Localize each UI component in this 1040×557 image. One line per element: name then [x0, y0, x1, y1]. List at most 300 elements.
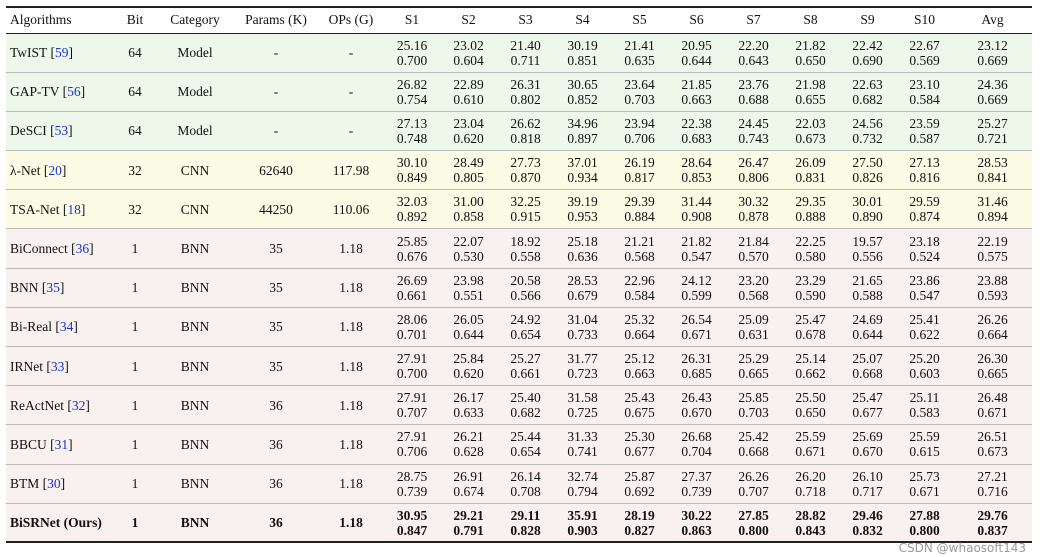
ssim-value: 0.723 — [567, 366, 598, 382]
algorithm-cell: TSA-Net [18] — [6, 190, 114, 229]
ssim-value: 0.704 — [681, 444, 712, 460]
psnr-value: 21.41 — [624, 37, 655, 53]
citation-link[interactable]: 53 — [54, 123, 69, 139]
psnr-value: 31.04 — [567, 311, 598, 327]
ssim-value: 0.870 — [510, 170, 541, 186]
psnr-value: 24.45 — [738, 115, 769, 131]
metric-cell — [725, 33, 782, 72]
results-table — [6, 6, 1032, 543]
ssim-value: 0.711 — [510, 52, 541, 68]
psnr-value: 27.50 — [852, 155, 883, 171]
psnr-value: 22.67 — [909, 37, 940, 53]
psnr-value: 25.11 — [909, 390, 940, 406]
ssim-value: 0.874 — [909, 209, 940, 225]
params-cell: 36 — [234, 386, 318, 425]
ssim-value: 0.863 — [681, 522, 712, 538]
ssim-value: 0.828 — [510, 522, 541, 538]
ssim-value: 0.669 — [977, 52, 1008, 68]
psnr-value: 28.75 — [396, 468, 428, 484]
metric-cell — [611, 307, 668, 346]
bit-cell: 1 — [114, 386, 156, 425]
ssim-value: 0.636 — [567, 248, 598, 264]
ssim-value: 0.661 — [510, 366, 541, 382]
ssim-value: 0.650 — [795, 405, 826, 421]
psnr-value: 23.94 — [624, 115, 655, 131]
psnr-value: 37.01 — [567, 155, 598, 171]
ssim-value: 0.644 — [852, 326, 883, 342]
algorithm-cell: TwIST [59] — [6, 33, 114, 72]
ssim-value: 0.530 — [453, 248, 484, 264]
psnr-value: 25.69 — [852, 429, 883, 445]
ssim-value: 0.741 — [567, 444, 598, 460]
psnr-value: 21.82 — [795, 37, 826, 53]
metric-cell — [839, 503, 896, 542]
metric-cell — [384, 386, 440, 425]
psnr-value: 28.82 — [795, 507, 826, 523]
psnr-value: 28.06 — [396, 311, 428, 327]
ssim-value: 0.794 — [567, 483, 598, 499]
psnr-value: 25.18 — [567, 233, 598, 249]
psnr-value: 20.95 — [681, 37, 712, 53]
table-body — [6, 33, 1032, 542]
metric-cell — [554, 464, 611, 503]
column-header: S9 — [839, 7, 896, 33]
psnr-value: 27.91 — [396, 390, 428, 406]
ssim-value: 0.816 — [909, 170, 940, 186]
metric-cell — [611, 33, 668, 72]
ssim-value: 0.668 — [852, 366, 883, 382]
psnr-value: 28.53 — [567, 272, 598, 288]
psnr-value: 30.65 — [567, 76, 598, 92]
ssim-value: 0.615 — [909, 444, 940, 460]
metric-cell — [782, 190, 839, 229]
column-header: S10 — [896, 7, 953, 33]
metric-cell — [725, 190, 782, 229]
ssim-value: 0.655 — [795, 91, 826, 107]
metric-cell — [839, 347, 896, 386]
column-header: S7 — [725, 7, 782, 33]
metric-cell — [839, 111, 896, 150]
ssim-value: 0.831 — [795, 170, 826, 186]
ops-cell: - — [318, 111, 384, 150]
psnr-value: 29.76 — [977, 507, 1008, 523]
ops-cell: 1.18 — [318, 503, 384, 542]
metric-cell — [497, 464, 554, 503]
metric-cell — [554, 72, 611, 111]
metric-cell — [384, 268, 440, 307]
metric-cell — [497, 503, 554, 542]
bit-cell: 1 — [114, 229, 156, 268]
ssim-value: 0.688 — [738, 91, 769, 107]
psnr-value: 30.95 — [396, 507, 428, 523]
ssim-value: 0.524 — [909, 248, 940, 264]
metric-cell — [668, 111, 725, 150]
psnr-value: 22.42 — [852, 37, 883, 53]
ssim-value: 0.633 — [453, 405, 484, 421]
ssim-value: 0.588 — [852, 287, 883, 303]
params-cell: - — [234, 111, 318, 150]
ssim-value: 0.569 — [909, 52, 940, 68]
column-header: S3 — [497, 7, 554, 33]
metric-cell — [782, 33, 839, 72]
psnr-value: 25.50 — [795, 390, 826, 406]
ssim-value: 0.583 — [909, 405, 940, 421]
metric-cell — [554, 503, 611, 542]
metric-cell — [497, 425, 554, 464]
algorithm-name: GAP-TV — [10, 84, 60, 100]
metric-cell — [497, 386, 554, 425]
algorithm-name: BiSRNet (Ours) — [10, 515, 102, 531]
algorithm-name: λ-Net — [10, 162, 41, 178]
metric-cell — [725, 72, 782, 111]
metric-cell — [782, 111, 839, 150]
psnr-value: 32.03 — [396, 194, 428, 210]
metric-cell — [440, 33, 497, 72]
ssim-value: 0.644 — [453, 326, 484, 342]
metric-cell — [384, 503, 440, 542]
ssim-value: 0.692 — [624, 483, 655, 499]
metric-cell — [497, 190, 554, 229]
psnr-value: 22.25 — [795, 233, 826, 249]
ssim-value: 0.671 — [909, 483, 940, 499]
metric-cell — [497, 347, 554, 386]
params-cell: - — [234, 72, 318, 111]
psnr-value: 26.69 — [396, 272, 428, 288]
metric-cell — [896, 386, 953, 425]
algorithm-name: IRNet — [10, 358, 43, 374]
algorithm-cell: IRNet [33] — [6, 347, 114, 386]
ssim-value: 0.675 — [624, 405, 655, 421]
ssim-value: 0.748 — [396, 130, 428, 146]
metric-cell — [384, 425, 440, 464]
metric-cell — [497, 229, 554, 268]
ssim-value: 0.908 — [681, 209, 712, 225]
bit-cell: 64 — [114, 33, 156, 72]
ssim-value: 0.934 — [567, 170, 598, 186]
citation-link[interactable]: 18 — [67, 201, 81, 217]
metric-cell — [782, 268, 839, 307]
metric-cell — [611, 190, 668, 229]
algorithm-cell: DeSCI [53] — [6, 111, 114, 150]
metric-cell — [384, 33, 440, 72]
psnr-value: 27.37 — [681, 468, 712, 484]
citation-link[interactable]: 20 — [48, 162, 62, 178]
psnr-value: 30.32 — [738, 194, 769, 210]
params-cell: 35 — [234, 268, 318, 307]
table-row — [6, 425, 1032, 464]
ssim-value: 0.558 — [510, 248, 541, 264]
bit-cell: 64 — [114, 72, 156, 111]
ops-cell: 1.18 — [318, 268, 384, 307]
metric-cell — [668, 347, 725, 386]
psnr-value: 23.64 — [624, 76, 655, 92]
ssim-value: 0.628 — [453, 444, 484, 460]
params-cell: 36 — [234, 425, 318, 464]
psnr-value: 30.22 — [681, 507, 712, 523]
table-header — [6, 7, 1032, 33]
metric-cell — [497, 72, 554, 111]
psnr-value: 27.13 — [396, 115, 428, 131]
metric-cell — [384, 229, 440, 268]
metric-cell — [896, 464, 953, 503]
table-row — [6, 347, 1032, 386]
ssim-value: 0.707 — [396, 405, 428, 421]
category-cell: BNN — [156, 386, 234, 425]
citation-link[interactable]: 56 — [67, 84, 81, 100]
ssim-value: 0.665 — [977, 366, 1008, 382]
metric-cell — [953, 503, 1032, 542]
table-row — [6, 386, 1032, 425]
metric-cell — [554, 268, 611, 307]
metric-cell — [440, 111, 497, 150]
algorithm-cell: BBCU [31] — [6, 425, 114, 464]
psnr-value: 22.89 — [453, 76, 484, 92]
metric-cell — [953, 33, 1032, 72]
algorithm-name: TwIST — [10, 45, 48, 61]
metric-cell — [384, 190, 440, 229]
psnr-value: 29.21 — [453, 507, 484, 523]
psnr-value: 26.10 — [852, 468, 883, 484]
ssim-value: 0.732 — [852, 130, 883, 146]
psnr-value: 25.59 — [909, 429, 940, 445]
ssim-value: 0.663 — [681, 91, 712, 107]
ssim-value: 0.853 — [681, 170, 712, 186]
metric-cell — [782, 347, 839, 386]
psnr-value: 23.12 — [977, 37, 1008, 53]
ssim-value: 0.802 — [510, 91, 541, 107]
ssim-value: 0.671 — [795, 444, 826, 460]
ops-cell: 1.18 — [318, 347, 384, 386]
citation-link[interactable]: 33 — [50, 358, 65, 374]
metric-cell — [554, 151, 611, 190]
metric-cell — [440, 307, 497, 346]
ssim-value: 0.843 — [795, 522, 826, 538]
algorithm-cell: BNN [35] — [6, 268, 114, 307]
ssim-value: 0.603 — [909, 366, 940, 382]
psnr-value: 27.73 — [510, 155, 541, 171]
psnr-value: 24.36 — [977, 76, 1008, 92]
ops-cell: 1.18 — [318, 464, 384, 503]
citation-link[interactable]: 35 — [46, 280, 60, 296]
psnr-value: 25.41 — [909, 311, 940, 327]
ssim-value: 0.547 — [909, 287, 940, 303]
metric-cell — [782, 229, 839, 268]
citation-link[interactable]: 34 — [59, 319, 74, 335]
ssim-value: 0.826 — [852, 170, 883, 186]
metric-cell — [839, 307, 896, 346]
ssim-value: 0.580 — [795, 248, 826, 264]
ssim-value: 0.584 — [624, 287, 655, 303]
psnr-value: 23.86 — [909, 272, 940, 288]
metric-cell — [497, 307, 554, 346]
ssim-value: 0.888 — [795, 209, 826, 225]
psnr-value: 25.59 — [795, 429, 826, 445]
metric-cell — [440, 268, 497, 307]
ssim-value: 0.566 — [510, 287, 541, 303]
metric-cell — [554, 307, 611, 346]
metric-cell — [953, 268, 1032, 307]
psnr-value: 24.56 — [852, 115, 883, 131]
metric-cell — [611, 347, 668, 386]
metric-cell — [896, 111, 953, 150]
ssim-value: 0.673 — [795, 130, 826, 146]
ssim-value: 0.682 — [852, 91, 883, 107]
ops-cell: 1.18 — [318, 386, 384, 425]
citation-link[interactable]: 31 — [54, 436, 69, 452]
ops-cell: 110.06 — [318, 190, 384, 229]
metric-cell — [725, 386, 782, 425]
ssim-value: 0.806 — [738, 170, 769, 186]
column-header: S5 — [611, 7, 668, 33]
ssim-value: 0.575 — [977, 248, 1008, 264]
psnr-value: 22.03 — [795, 115, 826, 131]
params-cell: 44250 — [234, 190, 318, 229]
psnr-value: 27.91 — [396, 351, 428, 367]
citation-link[interactable]: 30 — [47, 476, 61, 492]
ssim-value: 0.676 — [396, 248, 428, 264]
ssim-value: 0.800 — [738, 522, 769, 538]
psnr-value: 26.19 — [624, 155, 655, 171]
psnr-value: 25.44 — [510, 429, 541, 445]
algorithm-cell: GAP-TV [56] — [6, 72, 114, 111]
category-cell: BNN — [156, 229, 234, 268]
ssim-value: 0.953 — [567, 209, 598, 225]
params-cell: 35 — [234, 229, 318, 268]
ssim-value: 0.703 — [738, 405, 769, 421]
psnr-value: 29.39 — [624, 194, 655, 210]
params-cell: 35 — [234, 307, 318, 346]
ssim-value: 0.570 — [738, 248, 769, 264]
ssim-value: 0.817 — [624, 170, 655, 186]
ssim-value: 0.685 — [681, 366, 712, 382]
psnr-value: 20.58 — [510, 272, 541, 288]
citation-link[interactable]: 32 — [71, 397, 86, 413]
metric-cell — [668, 464, 725, 503]
ssim-value: 0.679 — [567, 287, 598, 303]
ssim-value: 0.754 — [396, 91, 428, 107]
psnr-value: 29.35 — [795, 194, 826, 210]
psnr-value: 21.65 — [852, 272, 883, 288]
metric-cell — [839, 190, 896, 229]
algorithm-name: BTM — [10, 476, 40, 492]
psnr-value: 26.30 — [977, 351, 1008, 367]
ssim-value: 0.717 — [852, 483, 883, 499]
ssim-value: 0.890 — [852, 209, 883, 225]
psnr-value: 26.26 — [738, 468, 769, 484]
psnr-value: 25.43 — [624, 390, 655, 406]
ssim-value: 0.878 — [738, 209, 769, 225]
metric-cell — [384, 464, 440, 503]
psnr-value: 21.82 — [681, 233, 712, 249]
metric-cell — [839, 386, 896, 425]
psnr-value: 26.54 — [681, 311, 712, 327]
psnr-value: 21.98 — [795, 76, 826, 92]
metric-cell — [839, 33, 896, 72]
ssim-value: 0.832 — [852, 522, 883, 538]
metric-cell — [611, 268, 668, 307]
ssim-value: 0.643 — [738, 52, 769, 68]
psnr-value: 21.21 — [624, 233, 655, 249]
metric-cell — [440, 503, 497, 542]
algorithm-cell: ReActNet [32] — [6, 386, 114, 425]
ssim-value: 0.671 — [681, 326, 712, 342]
table-row — [6, 111, 1032, 150]
ssim-value: 0.670 — [681, 405, 712, 421]
psnr-value: 26.62 — [510, 115, 541, 131]
ssim-value: 0.700 — [396, 366, 428, 382]
ssim-value: 0.670 — [852, 444, 883, 460]
metric-cell — [668, 386, 725, 425]
ssim-value: 0.620 — [453, 366, 484, 382]
psnr-value: 28.64 — [681, 155, 712, 171]
metric-cell — [668, 268, 725, 307]
ssim-value: 0.851 — [567, 52, 598, 68]
psnr-value: 34.96 — [567, 115, 598, 131]
metric-cell — [497, 151, 554, 190]
ssim-value: 0.733 — [567, 326, 598, 342]
psnr-value: 29.11 — [510, 507, 541, 523]
psnr-value: 19.57 — [852, 233, 883, 249]
category-cell: Model — [156, 111, 234, 150]
psnr-value: 25.14 — [795, 351, 826, 367]
ssim-value: 0.903 — [567, 522, 598, 538]
psnr-value: 23.20 — [738, 272, 769, 288]
metric-cell — [725, 503, 782, 542]
ssim-value: 0.593 — [977, 287, 1008, 303]
psnr-value: 24.69 — [852, 311, 883, 327]
category-cell: BNN — [156, 425, 234, 464]
ssim-value: 0.635 — [624, 52, 655, 68]
params-cell: 36 — [234, 503, 318, 542]
header-row — [6, 7, 1032, 33]
metric-cell — [896, 268, 953, 307]
psnr-value: 25.47 — [852, 390, 883, 406]
ops-cell: - — [318, 72, 384, 111]
metric-cell — [896, 72, 953, 111]
metric-cell — [497, 268, 554, 307]
psnr-value: 25.85 — [738, 390, 769, 406]
ssim-value: 0.610 — [453, 91, 484, 107]
metric-cell — [953, 190, 1032, 229]
metric-cell — [440, 386, 497, 425]
metric-cell — [782, 425, 839, 464]
ssim-value: 0.590 — [795, 287, 826, 303]
psnr-value: 25.40 — [510, 390, 541, 406]
metric-cell — [668, 425, 725, 464]
citation-link[interactable]: 59 — [54, 45, 69, 61]
metric-cell — [440, 190, 497, 229]
psnr-value: 22.96 — [624, 272, 655, 288]
algorithm-name: DeSCI — [10, 123, 47, 139]
psnr-value: 26.48 — [977, 390, 1008, 406]
psnr-value: 25.42 — [738, 429, 769, 445]
psnr-value: 30.19 — [567, 37, 598, 53]
psnr-value: 25.84 — [453, 351, 484, 367]
psnr-value: 32.25 — [510, 194, 541, 210]
column-header: S6 — [668, 7, 725, 33]
metric-cell — [953, 229, 1032, 268]
column-header: Params (K) — [234, 7, 318, 33]
metric-cell — [953, 464, 1032, 503]
algorithm-cell: BiConnect [36] — [6, 229, 114, 268]
psnr-value: 21.40 — [510, 37, 541, 53]
metric-cell — [725, 307, 782, 346]
algorithm-name: ReActNet — [10, 397, 64, 413]
ssim-value: 0.584 — [909, 91, 940, 107]
citation-link[interactable]: 36 — [75, 241, 90, 257]
psnr-value: 39.19 — [567, 194, 598, 210]
psnr-value: 26.26 — [977, 311, 1008, 327]
